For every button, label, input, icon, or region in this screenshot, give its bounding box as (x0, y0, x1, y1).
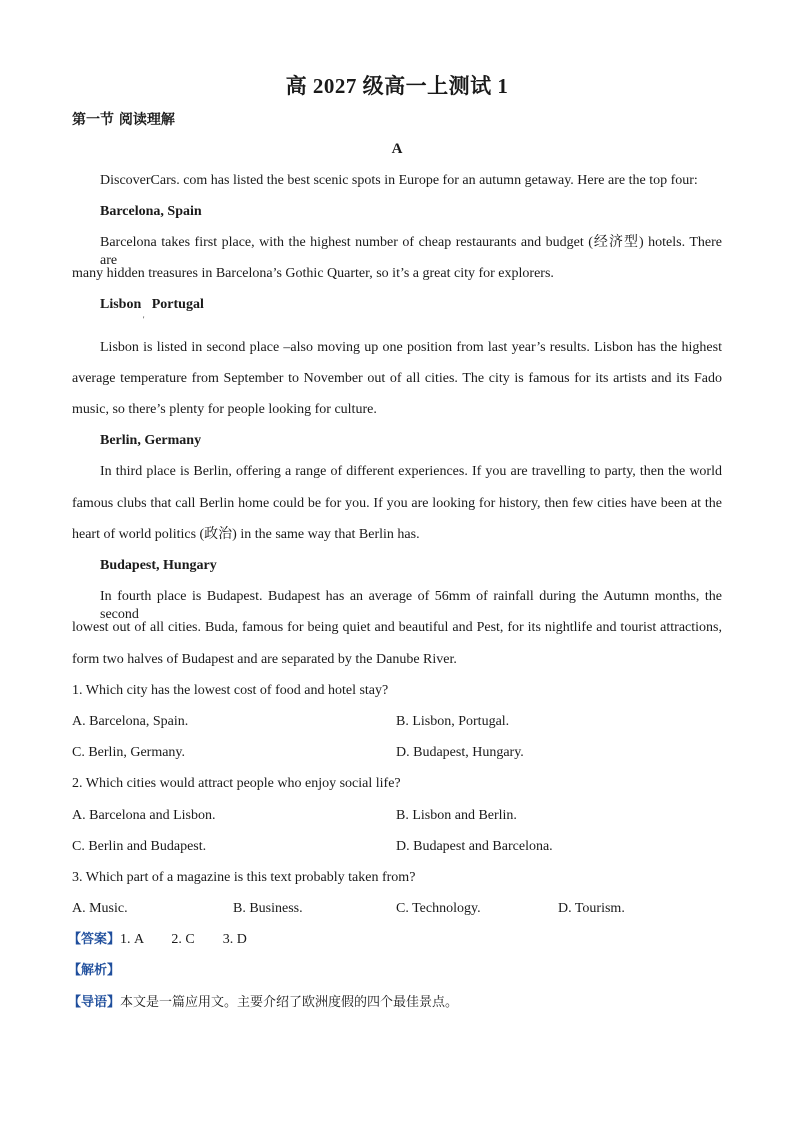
option-b: B. Business. (233, 901, 303, 916)
paragraph-line: lowest out of all cities. Buda, famous for being quiet and beautiful and Pest, for its nightlife and tourist attractions, (72, 620, 722, 635)
guide-text: 本文是一篇应用文。主要介绍了欧洲度假的四个最佳景点。 (120, 995, 459, 1010)
option-a: A. Barcelona, Spain. (72, 714, 189, 729)
paragraph-line: In third place is Berlin, offering a range of different experiences. If you are travelling to party, then the world (100, 464, 722, 479)
paragraph-line: Barcelona takes first place, with the highest number of cheap restaurants and budget (经济型) hotels. There are (100, 235, 722, 268)
paragraph-line: In fourth place is Budapest. Budapest has an average of 56mm of rainfall during the Autumn months, the second (100, 589, 722, 622)
option-c: C. Technology. (396, 901, 481, 916)
paragraph-line: average temperature from September to November out of all cities. The city is famous for its artists and its Fado (72, 371, 722, 386)
paragraph-line: Lisbon is listed in second place –also moving up one position from last year’s results. Lisbon has the highest (100, 340, 722, 355)
answer-text: 1. A 2. C 3. D (120, 932, 247, 947)
intro-paragraph: DiscoverCars. com has listed the best scenic spots in Europe for an autumn getaway. Here are the top four: (100, 173, 698, 188)
city-heading-lisbon: Lisbon Portugal (100, 297, 204, 312)
city-heading-budapest: Budapest, Hungary (100, 558, 217, 573)
stray-mark: ' (143, 315, 145, 324)
document-title: 高 2027 级高一上测试 1 (285, 74, 509, 98)
paragraph-line: heart of world politics (政治) in the same way that Berlin has. (72, 527, 420, 542)
option-b: B. Lisbon and Berlin. (396, 808, 517, 823)
answer-line (68, 931, 247, 949)
paragraph-line: famous clubs that call Berlin home could be for you. If you are looking for history, then few cities have been at the (72, 496, 722, 511)
guide-line (68, 994, 458, 1012)
option-a: A. Music. (72, 901, 128, 916)
paragraph-line: many hidden treasures in Barcelona’s Gothic Quarter, so it’s a great city for explorers. (72, 266, 554, 281)
option-a: A. Barcelona and Lisbon. (72, 808, 216, 823)
option-d: D. Tourism. (558, 901, 625, 916)
option-c: C. Berlin and Budapest. (72, 839, 207, 854)
option-d: D. Budapest, Hungary. (396, 745, 524, 760)
option-d: D. Budapest and Barcelona. (396, 839, 553, 854)
city-heading-berlin: Berlin, Germany (100, 433, 202, 448)
option-c: C. Berlin, Germany. (72, 745, 186, 760)
analysis-line (68, 962, 120, 980)
question-stem: 2. Which cities would attract people who enjoy social life? (72, 776, 401, 791)
answer-tag: 【答案】 (68, 932, 121, 947)
section-heading: 第一节 阅读理解 (72, 112, 175, 128)
question-stem: 1. Which city has the lowest cost of food and hotel stay? (72, 683, 389, 698)
option-b: B. Lisbon, Portugal. (396, 714, 510, 729)
city-heading-barcelona: Barcelona, Spain (100, 204, 202, 219)
guide-tag: 【导语】 (68, 995, 121, 1010)
paragraph-line: music, so there’s plenty for people looking for culture. (72, 402, 377, 417)
analysis-tag: 【解析】 (68, 963, 121, 978)
passage-letter: A (391, 141, 403, 157)
paragraph-line: form two halves of Budapest and are separated by the Danube River. (72, 652, 457, 667)
question-stem: 3. Which part of a magazine is this text probably taken from? (72, 870, 416, 885)
